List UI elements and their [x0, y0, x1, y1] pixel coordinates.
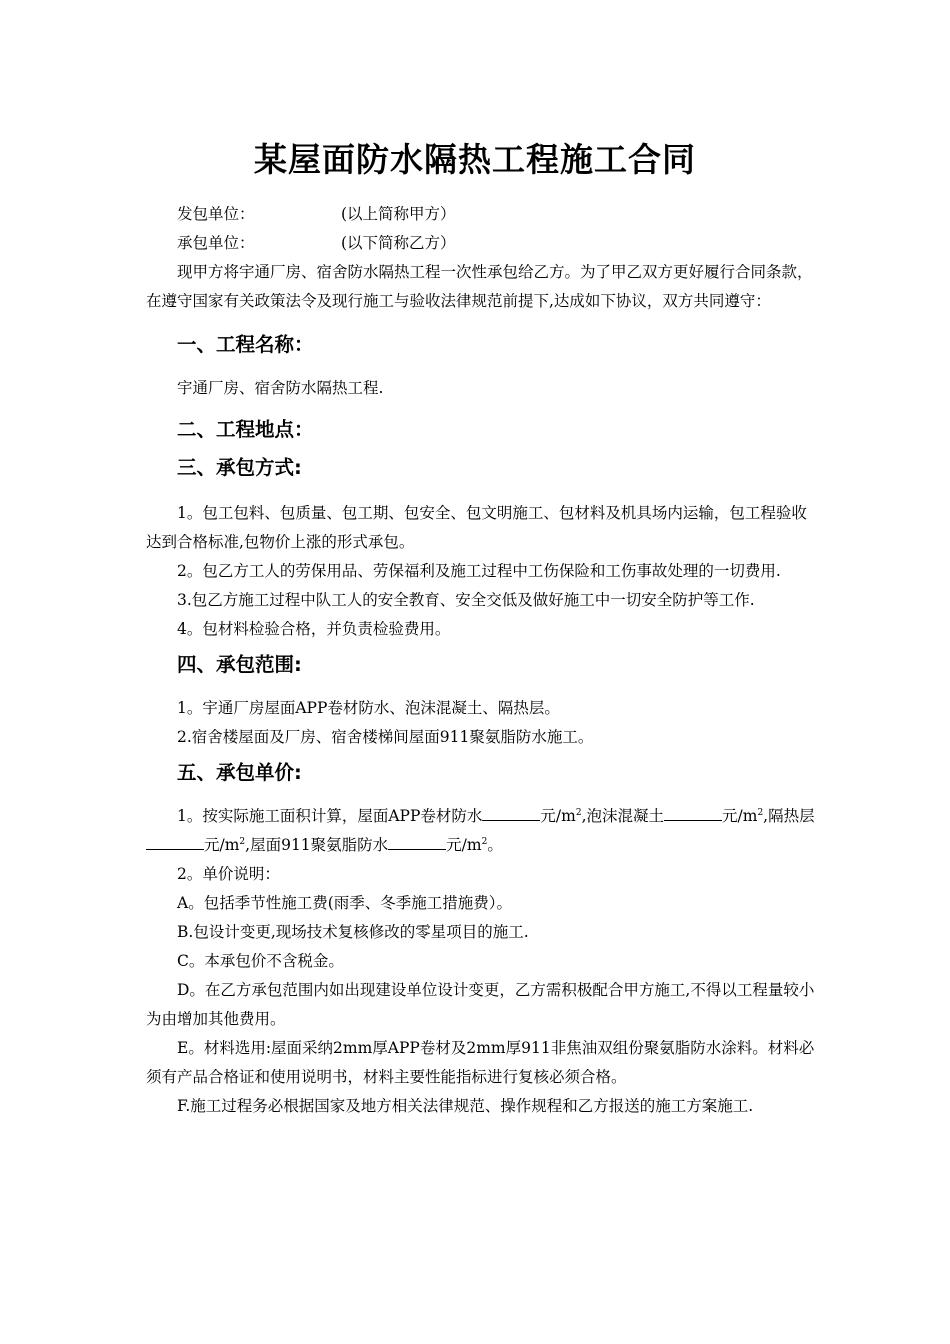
party-employer	[146, 200, 820, 229]
unit-price-paragraph	[146, 802, 820, 860]
list-item: 3.包乙方施工过程中队工人的安全教育、安全交低及做好施工中一切安全防护等工作.	[177, 591, 755, 609]
section-heading-contract-mode: 三、承包方式:	[177, 456, 302, 479]
list-item: C。本承包价不含税金。	[177, 952, 344, 970]
unit-text: 元/m	[446, 836, 482, 854]
price-blank	[146, 835, 204, 850]
list-item: 1。包工包料、包质量、包工期、包安全、包文明施工、包材料及机具场内运输，包工程验收达到合格标准,包物价上涨的形式承包。	[146, 504, 807, 551]
price-blank	[388, 835, 446, 850]
superscript: 2	[481, 836, 488, 847]
list-item: D。在乙方承包范围内如出现建设单位设计变更，乙方需积极配合甲方施工,不得以工程量较小为由增加其他费用。	[146, 981, 815, 1028]
superscript: 2	[757, 807, 764, 818]
list-item: B.包设计变更,现场技术复核修改的零星项目的施工.	[177, 923, 529, 941]
list-item: 4。包材料检验合格，并负责检验费用。	[177, 620, 451, 638]
list-item: A。包括季节性施工费(雨季、冬季施工措施费）。	[177, 894, 512, 912]
list-item: F.施工过程务必根据国家及地方相关法律规范、操作规程和乙方报送的施工方案施工.	[177, 1097, 754, 1115]
page-title: 某屋面防水隔热工程施工合同	[254, 140, 696, 179]
intro-paragraph: 现甲方将宇通厂房、宿舍防水隔热工程一次性承包给乙方。为了甲乙双方更好履行合同条款，在遵守国家有关政策法令及现行施工与验收法律规范前提下,达成如下协议，双方共同遵守：	[146, 263, 813, 310]
price-blank	[664, 806, 722, 821]
project-name-text: 宇通厂房、宿舍防水隔热工程.	[177, 379, 384, 397]
unit-text: 元/m	[204, 836, 240, 854]
superscript: 2	[239, 836, 246, 847]
price-text: ,屋面911聚氨脂防水	[245, 836, 389, 854]
list-item: 2。包乙方工人的劳保用品、劳保福利及施工过程中工伤保险和工伤事故处理的一切费用.	[177, 562, 781, 580]
price-text: 隔热层	[768, 807, 815, 825]
section-heading-contract-scope: 四、承包范围:	[177, 653, 302, 676]
unit-text: 元/m	[722, 807, 758, 825]
section-heading-project-name: 一、工程名称：	[177, 333, 314, 356]
price-text: 1。按实际施工面积计算，屋面APP卷材防水	[177, 807, 483, 825]
list-item: 1。宇通厂房屋面APP卷材防水、泡沫混凝土、隔热层。	[177, 699, 560, 717]
superscript: 2	[575, 807, 582, 818]
party-note: (以上简称甲方）	[341, 205, 456, 223]
price-text: 。	[487, 836, 503, 854]
section-heading-unit-price: 五、承包单价:	[177, 761, 302, 784]
contract-body	[146, 200, 820, 1121]
price-text: ,泡沫混凝土	[581, 807, 665, 825]
unit-text: 元/m	[540, 807, 576, 825]
list-item: 2.宿舍楼屋面及厂房、宿舍楼梯间屋面911聚氨脂防水施工。	[177, 728, 594, 746]
party-label: 承包单位：	[177, 234, 255, 252]
price-blank	[482, 806, 540, 821]
party-note: (以下简称乙方）	[341, 234, 456, 252]
party-contractor	[146, 229, 820, 258]
section-heading-project-location: 二、工程地点：	[177, 418, 314, 441]
list-item: E。材料选用:屋面采纳2mm厚APP卷材及2mm厚911非焦油双组份聚氨脂防水涂料。材料必须有产品合格证和使用说明书，材料主要性能指标进行复核必须合格。	[146, 1039, 815, 1086]
party-label: 发包单位：	[177, 205, 255, 223]
price-text: ,	[763, 807, 769, 825]
list-item: 2。单价说明：	[177, 865, 280, 883]
